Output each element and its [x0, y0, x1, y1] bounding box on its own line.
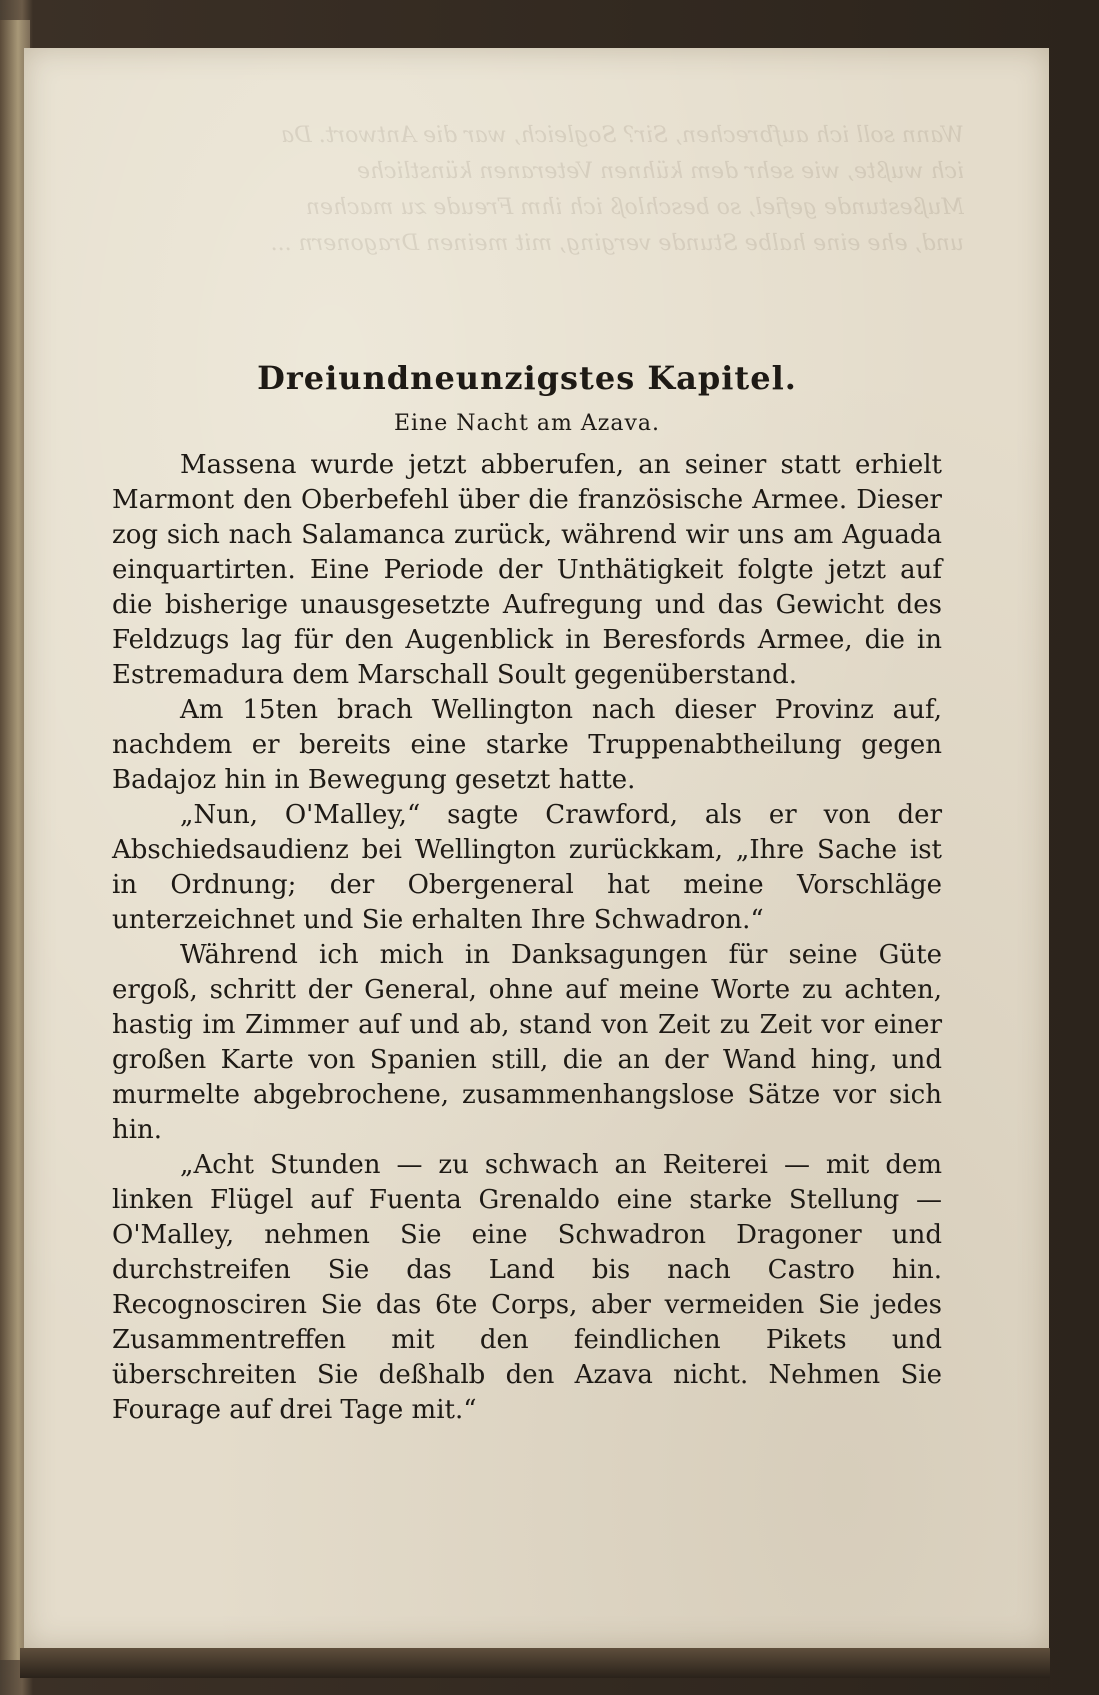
paragraph: „Nun, O'Malley,“ sagte Crawford, als er von der Abschiedsaudienz bei Wellington zurückkam, „Ihre Sache ist in Ordnung; der Obergeneral hat meine Vorschläge unterzeichnet und Sie erhalten Ihre Schwadron.“	[112, 800, 942, 935]
page-edge-bottom	[20, 1648, 1050, 1678]
chapter-subtitle: Eine Nacht am Azava.	[393, 411, 661, 436]
paragraph: „Acht Stunden — zu schwach an Reiterei — mit dem linken Flügel auf Fuenta Grenaldo eine starke Stellung — O'Malley, nehmen Sie eine Schwadron Dragoner und durchstreifen Sie das Land bis nach Castro hin. Recognosciren Sie das 6te Corps, aber vermeiden Sie jedes Zusammentreffen mit den feindlichen Pikets und überschreiten Sie deßhalb den Azava nicht. Nehmen Sie Fourage auf drei Tage mit.“	[112, 1150, 942, 1425]
page-text	[112, 318, 942, 1428]
paragraph: Am 15ten brach Wellington nach dieser Provinz auf, nachdem er bereits eine starke Truppenabtheilung gegen Badajoz hin in Bewegung gesetzt hatte.	[112, 695, 942, 795]
chapter-title: Dreiundneunzigstes Kapitel.	[257, 359, 797, 397]
paragraph: Massena wurde jetzt abberufen, an seiner statt erhielt Marmont den Oberbefehl über die französische Armee. Dieser zog sich nach Salamanca zurück, während wir uns am Aguada einquartirten. Eine Periode der Unthätigkeit folgte jetzt auf die bisherige unausgesetzte Aufregung und das Gewicht des Feldzugs lag für den Augenblick in Beresfords Armee, die in Estremadura dem Marschall Soult gegenüberstand.	[112, 450, 942, 690]
body-text	[112, 448, 942, 1428]
paragraph: Während ich mich in Danksagungen für seine Güte ergoß, schritt der General, ohne auf meine Worte zu achten, hastig im Zimmer auf und ab, stand von Zeit zu Zeit vor einer großen Karte von Spanien still, die an der Wand hing, und murmelte abgebrochene, zusammenhangslose Sätze vor sich hin.	[112, 940, 942, 1145]
bleed-through-text: Wann soll ich aufbrechen, Sir? Sogleich, war die Antwort. Da ich wußte, wie sehr dem kühnen Veteranen künstliche Mußestunde gefiel, so beschloß ich ihm Freude zu machen und, ehe eine halbe Stunde verging, mit meinen Dragonern ...	[270, 123, 964, 256]
